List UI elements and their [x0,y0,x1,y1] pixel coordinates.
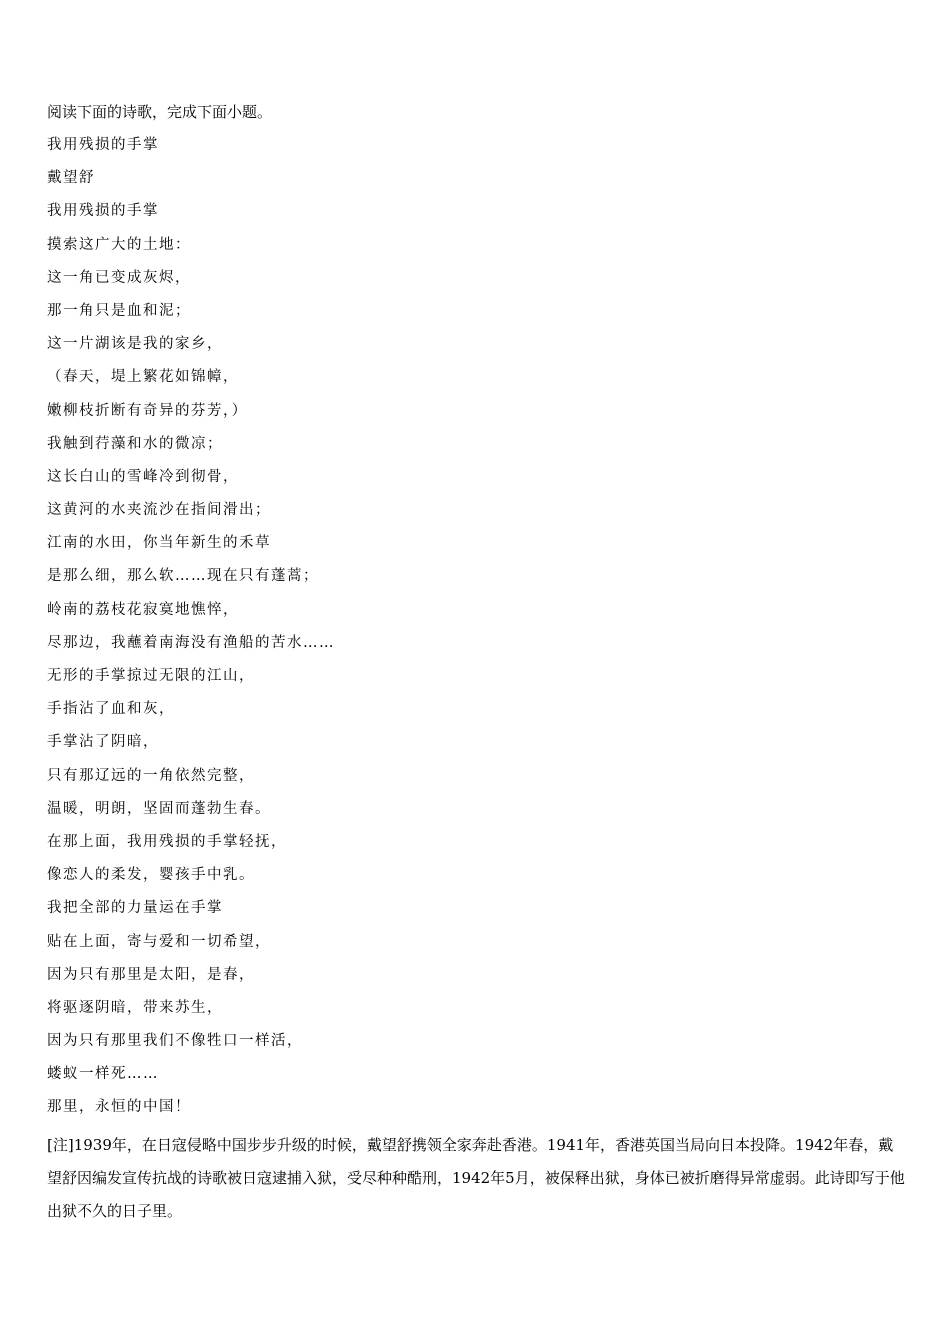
poem-line: 江南的水田，你当年新生的禾草 [47,535,271,552]
poem-line: 我把全部的力量运在手掌 [47,900,223,917]
poem-line: 在那上面，我用残损的手掌轻抚， [47,833,287,850]
poem-title: 我用残损的手掌 [47,137,159,153]
poem-line: 这一片湖该是我的家乡， [47,336,223,353]
instruction-text: 阅读下面的诗歌，完成下面小题。 [47,103,273,121]
poem-line: 将驱逐阴暗，带来苏生， [47,999,223,1016]
poem-line: 那里，永恒的中国！ [47,1099,191,1116]
poem-line: （春天，堤上繁花如锦幛， [47,369,239,386]
poem-line: 这一角已变成灰烬， [47,269,191,286]
poem-line: 我用残损的手掌 [47,203,159,220]
poem-line: 因为只有那里是太阳，是春， [47,966,255,983]
poem-line: 手掌沾了阴暗， [47,734,159,751]
poem-line: 这长白山的雪峰冷到彻骨， [47,468,239,485]
poem-line: 因为只有那里我们不像牲口一样活， [47,1033,303,1050]
poem-line: 岭南的荔枝花寂寞地憔悴， [47,601,239,618]
poem-line: 这黄河的水夹流沙在指间滑出； [47,502,271,519]
poem-line: 尽那边，我蘸着南海没有渔船的苦水…… [47,634,335,651]
poem-line: 我触到荇藻和水的微凉； [47,435,223,452]
poem-line: 像恋人的柔发，婴孩手中乳。 [47,867,255,884]
poem-line: 嫩柳枝折断有奇异的芬芳，） [47,402,248,419]
poem-line: 是那么细，那么软……现在只有蓬蒿； [47,568,319,585]
poem-line: 温暖，明朗，坚固而蓬勃生春。 [47,800,271,817]
poem-line: 无形的手掌掠过无限的江山， [47,668,255,684]
poem-line: 蝼蚁一样死…… [47,1066,159,1083]
poem-line: 贴在上面，寄与爱和一切希望， [47,933,271,950]
poem-line: 摸索这广大的土地： [47,236,191,253]
poem-line: 手指沾了血和灰， [47,701,175,718]
poem-line: 那一角只是血和泥； [47,302,191,319]
poem [47,133,335,1129]
footnote: [注]1939年，在日寇侵略中国步步升级的时候，戴望舒携领全家奔赴香港。1941年，香港英国当局向日本投降。1942年春，戴望舒因编发宣传抗战的诗歌被日寇逮捕入狱，受尽种种酷刑，1942年5月，被保释出狱，身体已被折磨得异常虚弱。此诗即写于他出狱不久的日子里。 [47,1136,905,1220]
poem-line: 只有那辽远的一角依然完整， [47,767,255,784]
poem-author: 戴望舒 [47,170,95,187]
